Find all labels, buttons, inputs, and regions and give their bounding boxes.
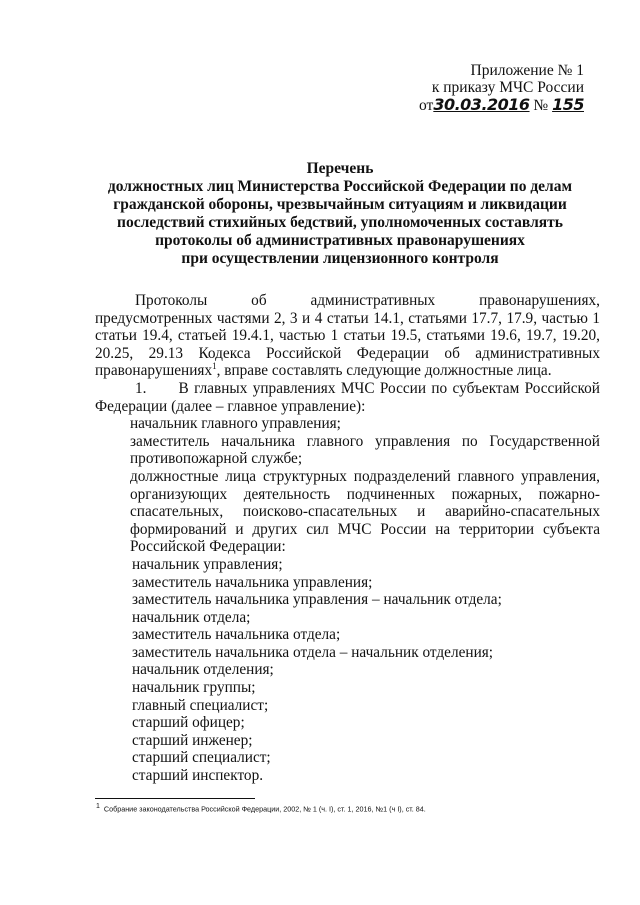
footnote-text: Собрание законодательства Российской Федерации, 2002, № 1 (ч. I), ст. 1, 2016, №1 (ч I), ст. 84.: [103, 804, 426, 814]
position-item: старший инженер;: [132, 731, 253, 749]
position-item: заместитель начальника отдела;: [132, 626, 341, 644]
title-line: последствий стихийных бедствий, уполномоченных составлять: [117, 214, 563, 231]
section-1-heading: 1. В главных управлениях МЧС России по субъектам Российской Федерации (далее – главное управление):: [95, 379, 600, 415]
appendix-header: [414, 62, 584, 114]
footnote-mark: 1: [96, 803, 100, 810]
number-sign: №: [533, 97, 549, 114]
list-item: начальник главного управления;: [130, 415, 341, 433]
title-line: должностных лиц Министерства Российской Федерации по делам: [107, 178, 573, 195]
position-item: начальник группы;: [132, 679, 256, 697]
title-line: гражданской обороны, чрезвычайным ситуациям и ликвидации: [113, 196, 567, 213]
list-item: заместитель начальника главного управления по Государственной противопожарной службе;: [130, 432, 600, 468]
title-line: при осуществлении лицензионного контроля: [181, 250, 499, 267]
position-item: старший офицер;: [132, 714, 245, 732]
document-title: [60, 160, 620, 268]
footnote-reference: 1: [212, 361, 217, 372]
appendix-label: Приложение № 1: [470, 62, 584, 79]
position-item: начальник отделения;: [132, 661, 274, 679]
intro-text: Протоколы об административных правонарушениях, предусмотренных частями 2, 3 и 4 статьи 14.1, статьями 17.7, 17.9, частью 1 статьи 19.4, статьей 19.4.1, частью 1 статьи 19.5, статьями 19.6, 19.7, 19.20, 20.25, 29.13 Кодекса Российской Федерации об административных правонарушениях: [95, 292, 600, 380]
order-label: к приказу МЧС России: [431, 79, 584, 96]
position-item: главный специалист;: [132, 696, 269, 714]
title-line: протоколы об административных правонарушениях: [155, 232, 525, 249]
from-prefix: от: [419, 97, 434, 114]
position-item: начальник управления;: [132, 555, 283, 573]
position-item: заместитель начальника управления – начальник отдела;: [132, 591, 502, 609]
document-body: [95, 292, 600, 785]
position-item: заместитель начальника отдела – начальник отделения;: [132, 643, 494, 661]
footnote: [96, 803, 426, 813]
handwritten-number: 155: [552, 95, 584, 114]
list-item: должностные лица структурных подразделений главного управления, организующих деятельность подчиненных пожарных, пожарно-спасательных, поисково-спасательных и аварийно-спасательных формирований и других сил МЧС России на территории субъекта Российской Федерации:: [130, 467, 600, 556]
position-item: старший специалист;: [132, 749, 271, 767]
order-date-number: [414, 96, 584, 114]
position-item: начальник отдела;: [132, 608, 251, 626]
footnote-divider: [95, 798, 255, 799]
title-line: Перечень: [306, 160, 374, 177]
intro-text-end: , вправе составлять следующие должностные лица.: [216, 362, 552, 380]
handwritten-date: 30.03.2016: [433, 95, 530, 114]
position-item: старший инспектор.: [132, 767, 264, 785]
positions-list: [95, 556, 600, 785]
position-item: заместитель начальника управления;: [132, 573, 373, 591]
intro-paragraph: [95, 292, 600, 380]
